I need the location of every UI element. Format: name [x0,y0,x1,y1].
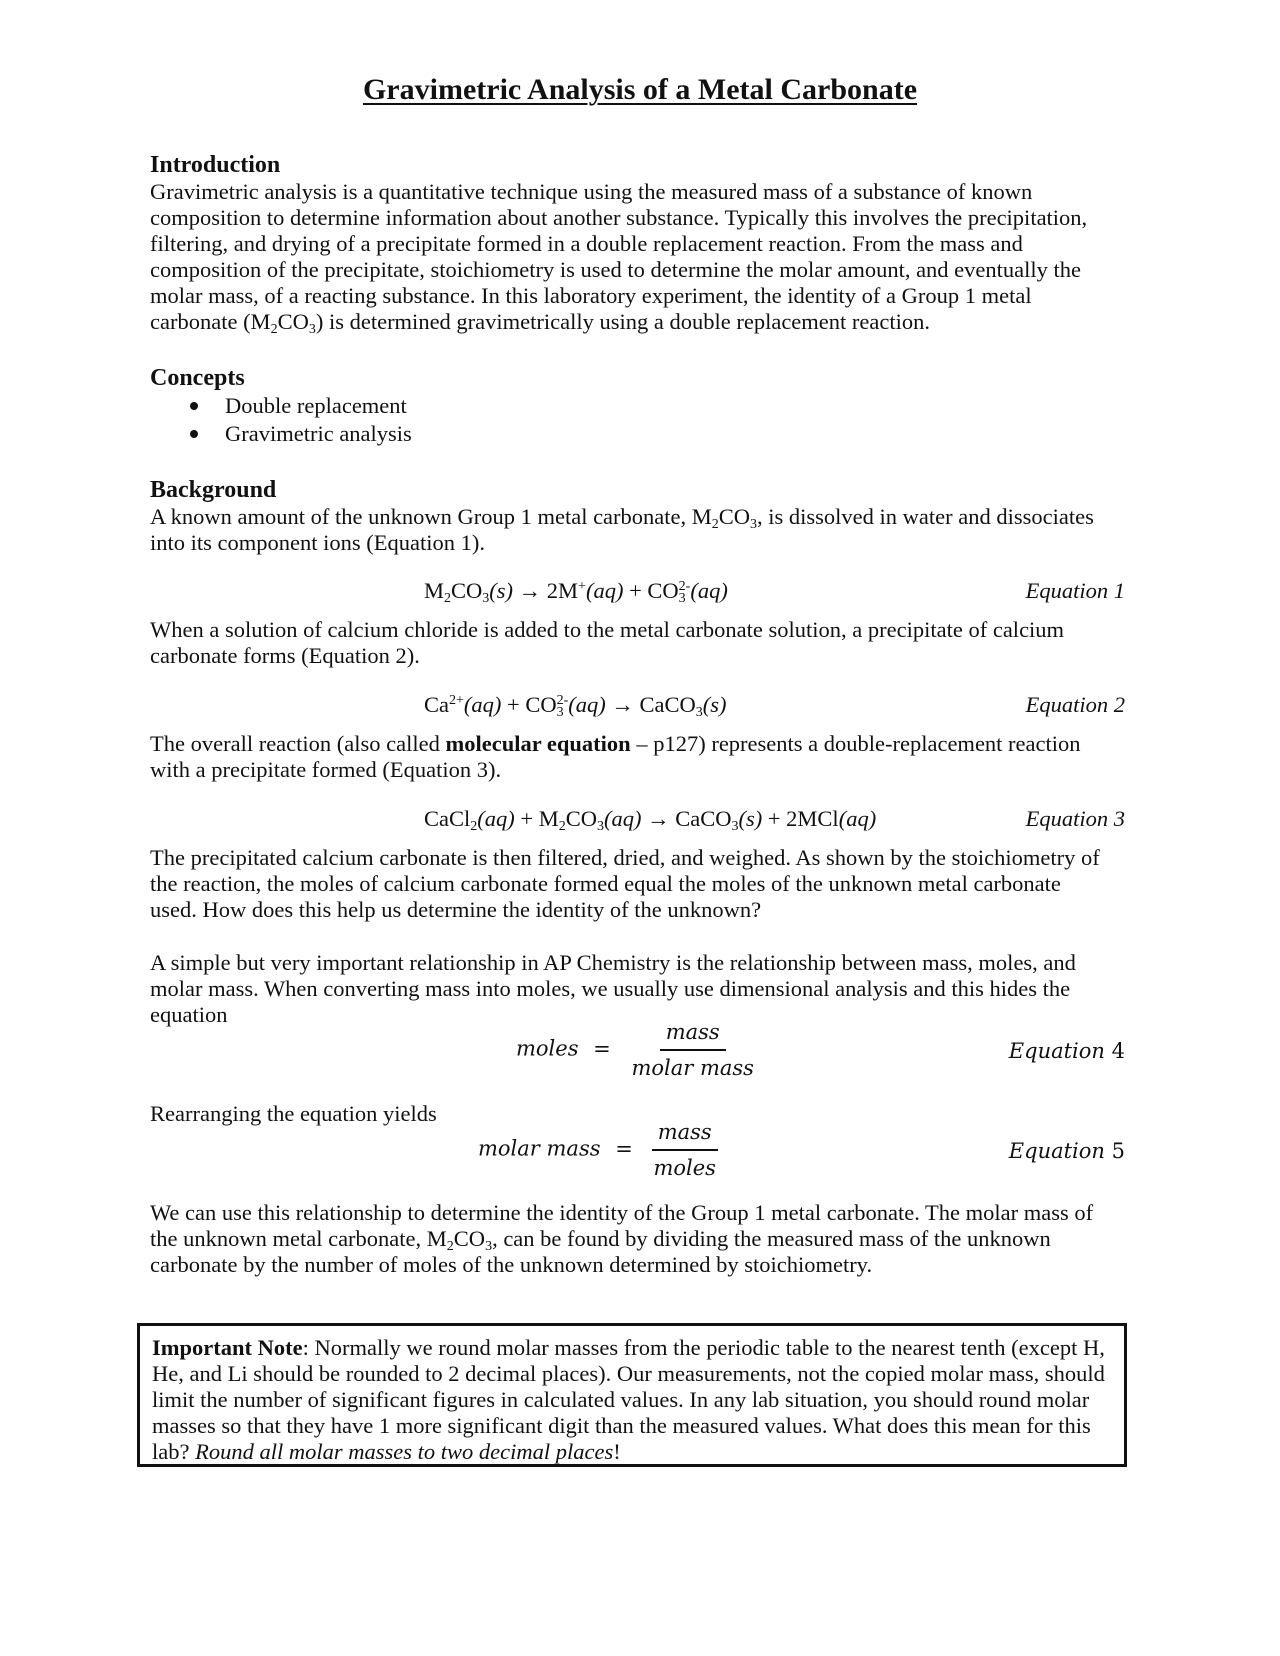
background-paragraph-1: A known amount of the unknown Group 1 metal carbonate, $M_2CO_3$, is dissolved in water and dissociates into its component ions (Equation 1). [150,504,1094,555]
important-note-label: Important Note [152,1335,303,1360]
concepts-list [190,392,412,448]
molecular-equation-term: molecular equation [445,731,631,756]
equation-1-label: Equation 1 [1025,578,1125,603]
equation-5: molar mass = $\frac{\text{mass}}{\text{moles}}$ [478,1119,722,1181]
equation-3: CaCl$_2$(aq) + $M_2CO_3(aq)$ → CaCO$_3$(s) + 2MCl(aq) [424,806,877,834]
background-paragraph-6: We can use this relationship to determine the identity of the Group 1 metal carbonate. The molar mass of the unknown metal carbonate, $M_2CO_3$, can be found by dividing the measured mass of the unknown carbonate by the number of moles of the unknown determined by stoichiometry. [150,1200,1094,1277]
important-note-box: Important Note: Normally we round molar masses from the periodic table to the nearest tenth (except H, He, and Li should be rounded to 2 decimal places). Our measurements, not the copied molar mass, should limit the number of significant figures in calculated values. In any lab situation, you should round molar masses so that they have 1 more significant digit than the measured values. What does this mean for this lab? Round all molar masses to two decimal places! [137,1323,1127,1467]
equation-3-label: Equation 3 [1025,806,1125,831]
background-heading: Background [150,477,277,503]
page-title: Gravimetric Analysis of a Metal Carbonate [362,73,918,106]
concepts-heading: Concepts [150,365,245,391]
equation-5-label: Equation 5 [1008,1139,1125,1163]
background-paragraph-2: When a solution of calcium chloride is added to the metal carbonate solution, a precipitate of calcium carbonate forms (Equation 2). [150,617,1065,668]
background-paragraph-4: The precipitated calcium carbonate is then filtered, dried, and weighed. As shown by the stoichiometry of the reaction, the moles of calcium carbonate formed equal the moles of the unknown metal carbonate used. How does this help us determine the identity of the unknown? [150,845,1100,922]
background-paragraph-5: A simple but very important relationship in AP Chemistry is the relationship between mass, moles, and molar mass. When converting mass into moles, we usually use dimensional analysis and this hides the equation [150,950,1076,1027]
list-item: Gravimetric analysis [190,420,412,448]
fraction: $\frac{\text{mass}}{\text{molar mass}}$ [631,1020,754,1080]
rounding-instruction: Round all molar masses to two decimal places [195,1439,614,1464]
list-item: Double replacement [190,392,412,420]
rearranging-text: Rearranging the equation yields [150,1101,437,1126]
bullet-icon [190,430,198,438]
equation-2-label: Equation 2 [1025,692,1125,717]
bullet-icon [190,402,198,410]
introduction-paragraph: Gravimetric analysis is a quantitative technique using the measured mass of a substance of known composition to determine information about another substance. Typically this involves the precipitation, filtering, and drying of a precipitate formed in a double replacement reaction. From the mass and composition of the precipitate, stoichiometry is used to determine the molar amount, and eventually the molar mass, of a reacting substance. In this laboratory experiment, the identity of a Group 1 metal carbonate $(M_2CO_3)$ is determined gravimetrically using a double replacement reaction. [150,179,1088,337]
equation-4-label: Equation 4 [1008,1039,1125,1063]
background-paragraph-3: The overall reaction (also called molecular equation – p127) represents a double-replacement reaction with a precipitate formed (Equation 3). [150,731,1081,782]
equation-2: $Ca^{2+}(aq) + CO_3^{2-}(aq)$ → CaCO$_3$(s) [424,692,727,720]
equation-1: $M_2CO_3(s) \to 2M^+(aq) + CO_3^{2-}(aq)$ [424,578,728,606]
introduction-heading: Introduction [150,152,281,178]
equation-4: moles = $\frac{\text{mass}}{\text{molar mass}}$ [516,1019,760,1081]
fraction: $\frac{\text{mass}}{\text{moles}}$ [653,1120,716,1180]
